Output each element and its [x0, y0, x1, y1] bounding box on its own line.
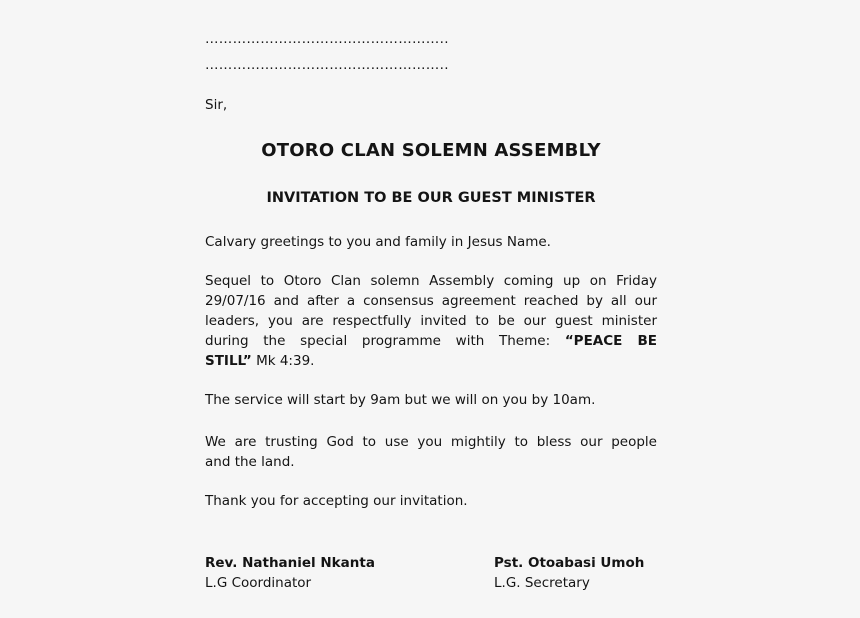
signatory-right-name: Pst. Otoabasi Umoh [494, 555, 645, 571]
letter-body [205, 31, 657, 595]
recipient-dotted-line-1: …………………………………………….. [205, 31, 449, 47]
invitation-line-4-text: during the special programme with Theme: [205, 333, 565, 349]
invitation-line-2 [205, 291, 657, 311]
blessing-line-2-text: and the land. [205, 454, 295, 470]
invitation-line-3 [205, 311, 657, 331]
invitation-paragraph [205, 271, 657, 371]
theme-bold-text-start: “PEACE BE [564, 333, 657, 349]
invitation-line-5 [205, 351, 657, 371]
letter-subtitle: INVITATION TO BE OUR GUEST MINISTER [266, 190, 596, 206]
service-time-line: The service will start by 9am but we will on you by 10am. [205, 392, 596, 408]
invitation-line-5-text: Mk 4:39. [251, 353, 315, 369]
invitation-line-4 [205, 331, 657, 351]
signatory-right [494, 553, 644, 593]
letter-title: OTORO CLAN SOLEMN ASSEMBLY [261, 140, 601, 161]
greeting-line: Calvary greetings to you and family in Jesus Name. [205, 234, 551, 250]
closing-line: Thank you for accepting our invitation. [205, 493, 468, 509]
invitation-line-1 [205, 271, 657, 291]
invitation-line-3-text: leaders, you are respectfully invited to be our guest minister [205, 313, 657, 329]
signatory-right-title: L.G. Secretary [494, 575, 590, 591]
invitation-line-1-text: Sequel to Otoro Clan solemn Assembly coming up on Friday [205, 273, 657, 289]
theme-bold-text-end: STILL” [205, 353, 252, 369]
invitation-line-2-text: 29/07/16 and after a consensus agreement reached by all our [205, 293, 657, 309]
blessing-line-2 [205, 452, 657, 472]
recipient-dotted-line-2: …………………………………………….. [205, 57, 449, 73]
signatory-left-name: Rev. Nathaniel Nkanta [205, 555, 375, 571]
signatory-left-title: L.G Coordinator [205, 575, 312, 591]
salutation: Sir, [205, 97, 228, 113]
signature-block [205, 553, 657, 595]
blessing-paragraph [205, 432, 657, 472]
signatory-left [205, 553, 375, 593]
blessing-line-1 [205, 432, 657, 452]
blessing-line-1-text: We are trusting God to use you mightily to bless our people [205, 434, 657, 450]
